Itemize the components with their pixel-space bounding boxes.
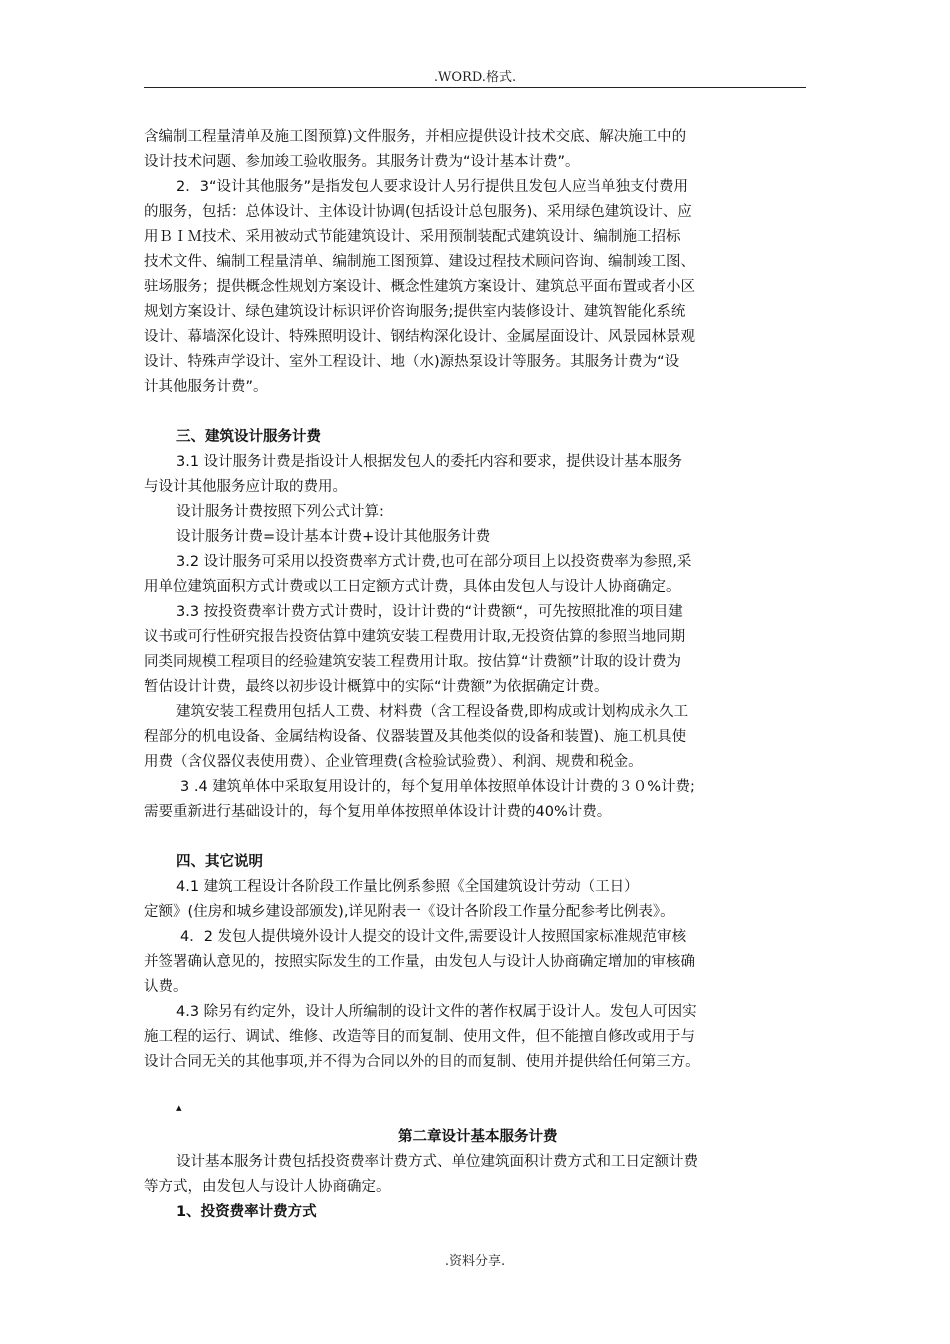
paragraph-3-1: 3.1 设计服务计费是指设计人根据发包人的委托内容和要求，提供设计基本服务 <box>176 454 683 470</box>
text-line: 同类同规模工程项目的经验建筑安装工程费用计取。按估算“计费额”计取的设计费为 <box>144 654 682 670</box>
formula-line: 设计服务计费=设计基本计费+设计其他服务计费 <box>176 529 491 545</box>
paragraph-4-2: 4．2 发包人提供境外设计人提交的设计文件,需要设计人按照国家标准规范审核 <box>180 929 687 945</box>
text-line: 技术文件、编制工程量清单、编制施工图预算、建设过程技术顾问咨询、编制竣工图、 <box>144 254 695 270</box>
text-line: 设计服务计费按照下列公式计算: <box>176 504 384 520</box>
page-footer: .资料分享. <box>444 1254 506 1269</box>
text-line: 用ＢＩＭ技术、采用被动式节能建筑设计、采用预制装配式建筑设计、编制施工招标 <box>144 229 681 245</box>
paragraph-costs: 建筑安装工程费用包括人工费、材料费（含工程设备费,即构成或计划构成永久工 <box>176 704 689 720</box>
section-heading-3: 三、建筑设计服务计费 <box>176 429 321 445</box>
text-line: 设计合同无关的其他事项,并不得为合同以外的目的而复制、使用并提供给任何第三方。 <box>144 1054 700 1070</box>
text-line: 施工程的运行、调试、维修、改造等目的而复制、使用文件，但不能擅自修改或用于与 <box>144 1029 695 1045</box>
paragraph-4-1: 4.1 建筑工程设计各阶段工作量比例系参照《全国建筑设计劳动（工日） <box>176 879 639 895</box>
text-line: 设计、特殊声学设计、室外工程设计、地（水)源热泵设计等服务。其服务计费为“设 <box>144 354 680 370</box>
text-line: 并签署确认意见的，按照实际发生的工作量，由发包人与设计人协商确定增加的审核确 <box>144 954 695 970</box>
anchor-mark-icon: ▴ <box>176 1101 182 1114</box>
text-line: 计其他服务计费”。 <box>144 379 268 395</box>
text-line: 议书或可行性研究报告投资估算中建筑安装工程费用计取,无投资估算的参照当地同期 <box>144 629 686 645</box>
paragraph-3-3: 3.3 按投资费率计费方式计费时，设计计费的“计费额“，可先按照批准的项目建 <box>176 604 683 620</box>
text-line: 需要重新进行基础设计的，每个复用单体按照单体设计计费的40%计费。 <box>144 804 612 820</box>
text-line: 暂估设计计费，最终以初步设计概算中的实际“计费额”为依据确定计费。 <box>144 679 609 695</box>
text-line: 的服务，包括：总体设计、主体设计协调(包括设计总包服务)、采用绿色建筑设计、应 <box>144 204 692 220</box>
text-line: 认费。 <box>144 979 188 995</box>
text-line: 用费（含仪器仪表使用费）、企业管理费(含检验试验费）、利润、规费和税金。 <box>144 754 643 770</box>
text-line: 规划方案设计、绿色建筑设计标识评价咨询服务;提供室内装修设计、建筑智能化系统 <box>144 304 686 320</box>
text-line: 程部分的机电设备、金属结构设备、仪器装置及其他类似的设备和装置)、施工机具使 <box>144 729 687 745</box>
paragraph-3-2: 3.2 设计服务可采用以投资费率方式计费,也可在部分项目上以投资费率为参照,采 <box>176 554 692 570</box>
text-line: 等方式，由发包人与设计人协商确定。 <box>144 1179 391 1195</box>
text-line: 设计、幕墙深化设计、特殊照明设计、钢结构深化设计、金属屋面设计、风景园林景观 <box>144 329 695 345</box>
text-line: 用单位建筑面积方式计费或以工日定额方式计费，具体由发包人与设计人协商确定。 <box>144 579 681 595</box>
page-header: .WORD.格式. <box>433 70 517 85</box>
chapter-title: 第二章设计基本服务计费 <box>398 1129 558 1145</box>
chapter-intro: 设计基本服务计费包括投资费率计费方式、单位建筑面积计费方式和工日定额计费 <box>176 1154 698 1170</box>
paragraph-2-3: 2．3“设计其他服务”是指发包人要求设计人另行提供且发包人应当单独支付费用 <box>176 179 688 195</box>
text-line: 驻场服务；提供概念性规划方案设计、概念性建筑方案设计、建筑总平面布置或者小区 <box>144 279 695 295</box>
subsection-heading-1: 1、投资费率计费方式 <box>176 1204 317 1220</box>
paragraph-4-3: 4.3 除另有约定外，设计人所编制的设计文件的著作权属于设计人。发包人可因实 <box>176 1004 697 1020</box>
section-heading-4: 四、其它说明 <box>176 854 263 870</box>
header-rule <box>144 87 806 88</box>
text-line: 与设计其他服务应计取的费用。 <box>144 479 347 495</box>
text-line: 含编制工程量清单及施工图预算)文件服务，并相应提供设计技术交底、解决施工中的 <box>144 129 687 145</box>
paragraph-3-4: 3 .4 建筑单体中采取复用设计的，每个复用单体按照单体设计计费的３０%计费; <box>180 779 695 795</box>
text-line: 设计技术问题、参加竣工验收服务。其服务计费为“设计基本计费”。 <box>144 154 580 170</box>
text-line: 定额》(住房和城乡建设部颁发),详见附表一《设计各阶段工作量分配参考比例表》。 <box>144 904 675 920</box>
